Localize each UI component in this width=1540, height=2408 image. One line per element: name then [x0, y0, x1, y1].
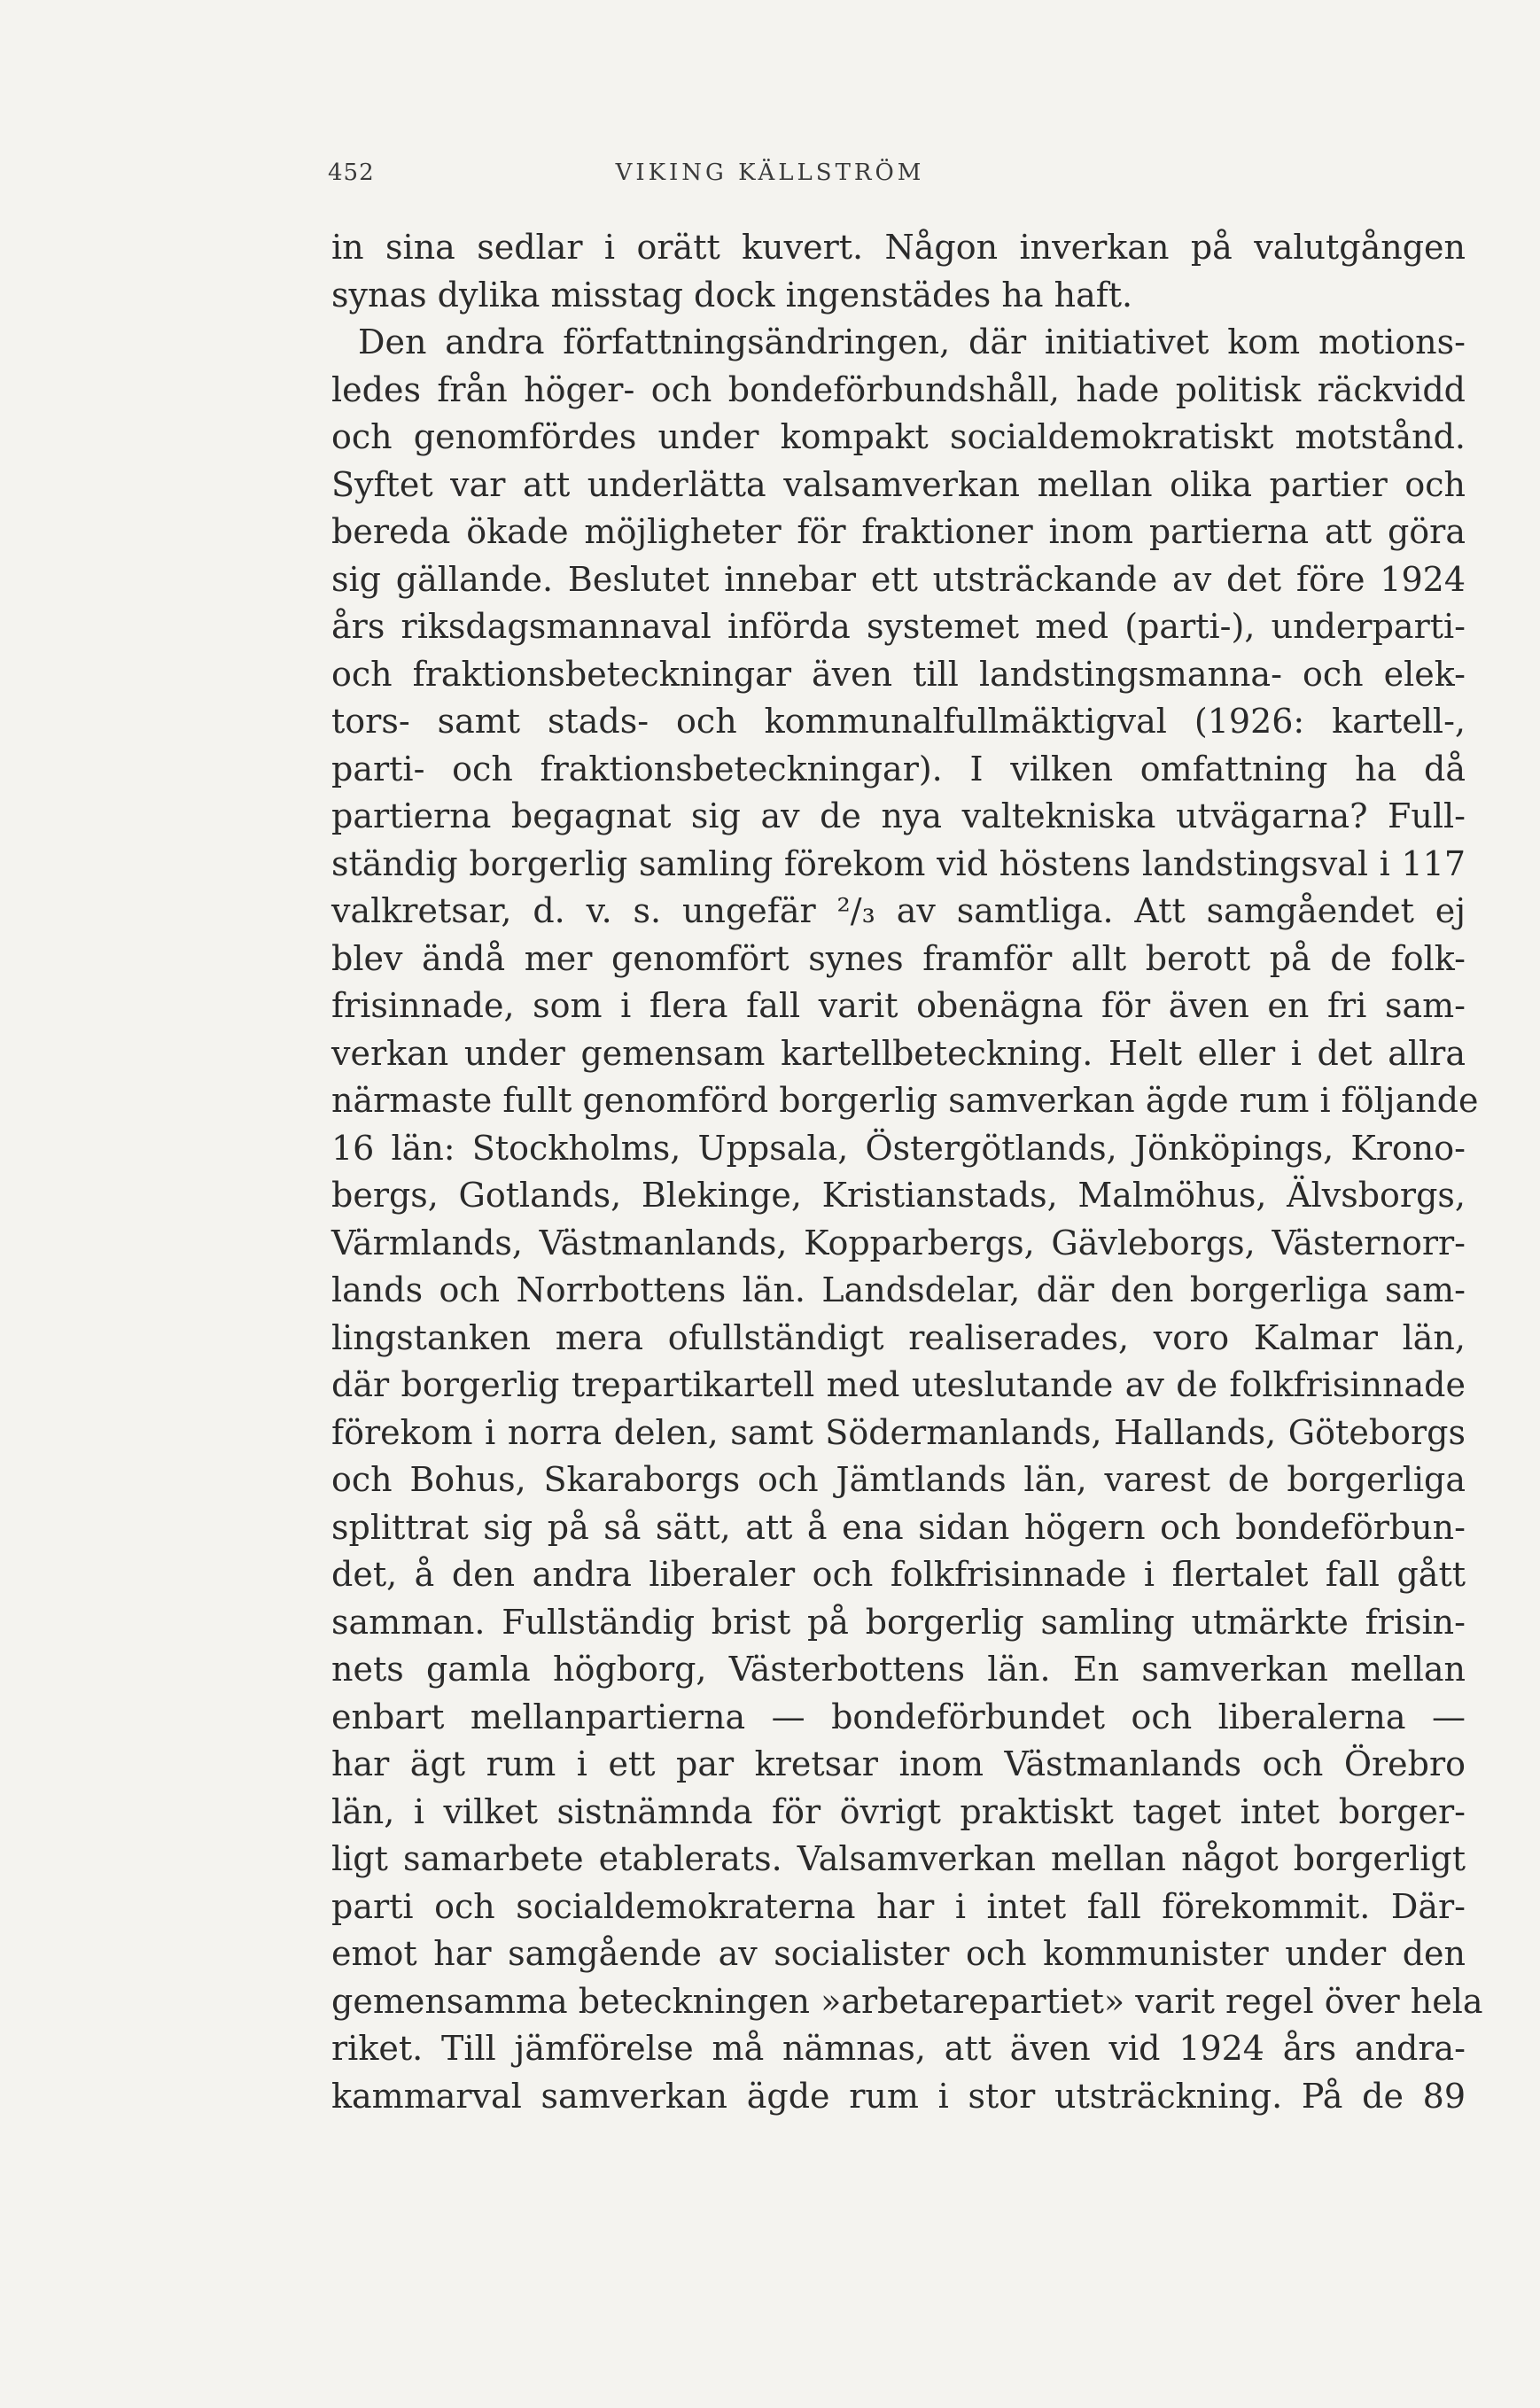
text-line: parti och socialdemokraterna har i intet fall förekommit. Där-	[331, 1886, 1466, 1926]
text-line: 16 län: Stockholms, Uppsala, Östergötlands, Jönköpings, Krono-	[331, 1128, 1466, 1168]
text-line: där borgerlig trepartikartell med uteslutande av de folkfrisinnade	[331, 1365, 1466, 1404]
text-line: och fraktionsbeteckningar även till landstingsmanna- och elek-	[331, 654, 1466, 694]
text-line: in sina sedlar i orätt kuvert. Någon inverkan på valutgången	[331, 228, 1466, 267]
text-line: ledes från höger- och bondeförbundshåll, hade politisk räckvidd	[331, 369, 1466, 409]
text-line: och Bohus, Skaraborgs och Jämtlands län, varest de borgerliga	[331, 1460, 1466, 1499]
text-line: gemensamma beteckningen »arbetarepartiet» varit regel över hela	[331, 1981, 1483, 2021]
text-line: lingstanken mera ofullständigt realiserades, voro Kalmar län,	[331, 1317, 1466, 1357]
text-line: kammarval samverkan ägde rum i stor utsträckning. På de 89	[331, 2076, 1466, 2116]
text-line: parti- och fraktionsbeteckningar). I vilken omfattning ha då	[331, 749, 1466, 788]
text-line: sig gällande. Beslutet innebar ett utsträckande av det före 1924	[331, 559, 1466, 599]
text-line: och genomfördes under kompakt socialdemokratiskt motstånd.	[331, 417, 1466, 456]
text-line: samman. Fullständig brist på borgerlig samling utmärkte frisin-	[331, 1602, 1466, 1642]
running-title: VIKING KÄLLSTRÖM	[615, 159, 925, 186]
text-line: riket. Till jämförelse må nämnas, att även vid 1924 års andra-	[331, 2029, 1466, 2068]
text-line: emot har samgående av socialister och kommunister under den	[331, 1934, 1466, 1973]
text-line: valkretsar, d. v. s. ungefär ²/₃ av samtliga. Att samgåendet ej	[331, 891, 1466, 930]
text-line: blev ändå mer genomfört synes framför allt berott på de folk-	[331, 938, 1466, 978]
text-line: års riksdagsmannaval införda systemet med (parti-), underparti-	[331, 607, 1466, 646]
text-line: nets gamla högborg, Västerbottens län. En samverkan mellan	[331, 1650, 1466, 1689]
text-line: det, å den andra liberaler och folkfrisinnade i flertalet fall gått	[331, 1555, 1466, 1594]
text-line: enbart mellanpartierna — bondeförbundet och liberalerna —	[331, 1697, 1466, 1736]
text-line: verkan under gemensam kartellbeteckning. Helt eller i det allra	[331, 1033, 1466, 1073]
text-line: har ägt rum i ett par kretsar inom Västmanlands och Örebro	[331, 1744, 1466, 1783]
text-line: frisinnade, som i flera fall varit obenägna för även en fri sam-	[331, 986, 1466, 1025]
text-line: ständig borgerlig samling förekom vid höstens landstingsval i 117	[331, 843, 1466, 883]
text-line: partierna begagnat sig av de nya valtekniska utvägarna? Full-	[331, 796, 1466, 835]
page-number: 452	[328, 159, 375, 186]
text-line: bergs, Gotlands, Blekinge, Kristianstads, Malmöhus, Älvsborgs,	[331, 1176, 1466, 1215]
body-text	[331, 224, 1483, 2120]
text-line: Syftet var att underlätta valsamverkan mellan olika partier och	[331, 464, 1466, 504]
text-line: ligt samarbete etablerats. Valsamverkan mellan något borgerligt	[331, 1839, 1466, 1878]
text-line: splittrat sig på så sätt, att å ena sidan högern och bondeförbun-	[331, 1507, 1466, 1547]
text-line: Värmlands, Västmanlands, Kopparbergs, Gävleborgs, Västernorr-	[331, 1223, 1466, 1262]
text-line: lands och Norrbottens län. Landsdelar, där den borgerliga sam-	[331, 1270, 1466, 1309]
text-line: län, i vilket sistnämnda för övrigt praktiskt taget intet borger-	[331, 1791, 1466, 1831]
text-line: Den andra författningsändringen, där initiativet kom motions-	[358, 322, 1466, 361]
text-line: förekom i norra delen, samt Södermanlands, Hallands, Göteborgs	[331, 1412, 1466, 1452]
text-line: synas dylika misstag dock ingenstädes ha haft.	[331, 275, 1133, 315]
text-line: tors- samt stads- och kommunalfullmäktigval (1926: kartell-,	[331, 702, 1466, 741]
text-line: bereda ökade möjligheter för fraktioner inom partierna att göra	[331, 512, 1466, 551]
text-line: närmaste fullt genomförd borgerlig samverkan ägde rum i följande	[331, 1081, 1479, 1120]
